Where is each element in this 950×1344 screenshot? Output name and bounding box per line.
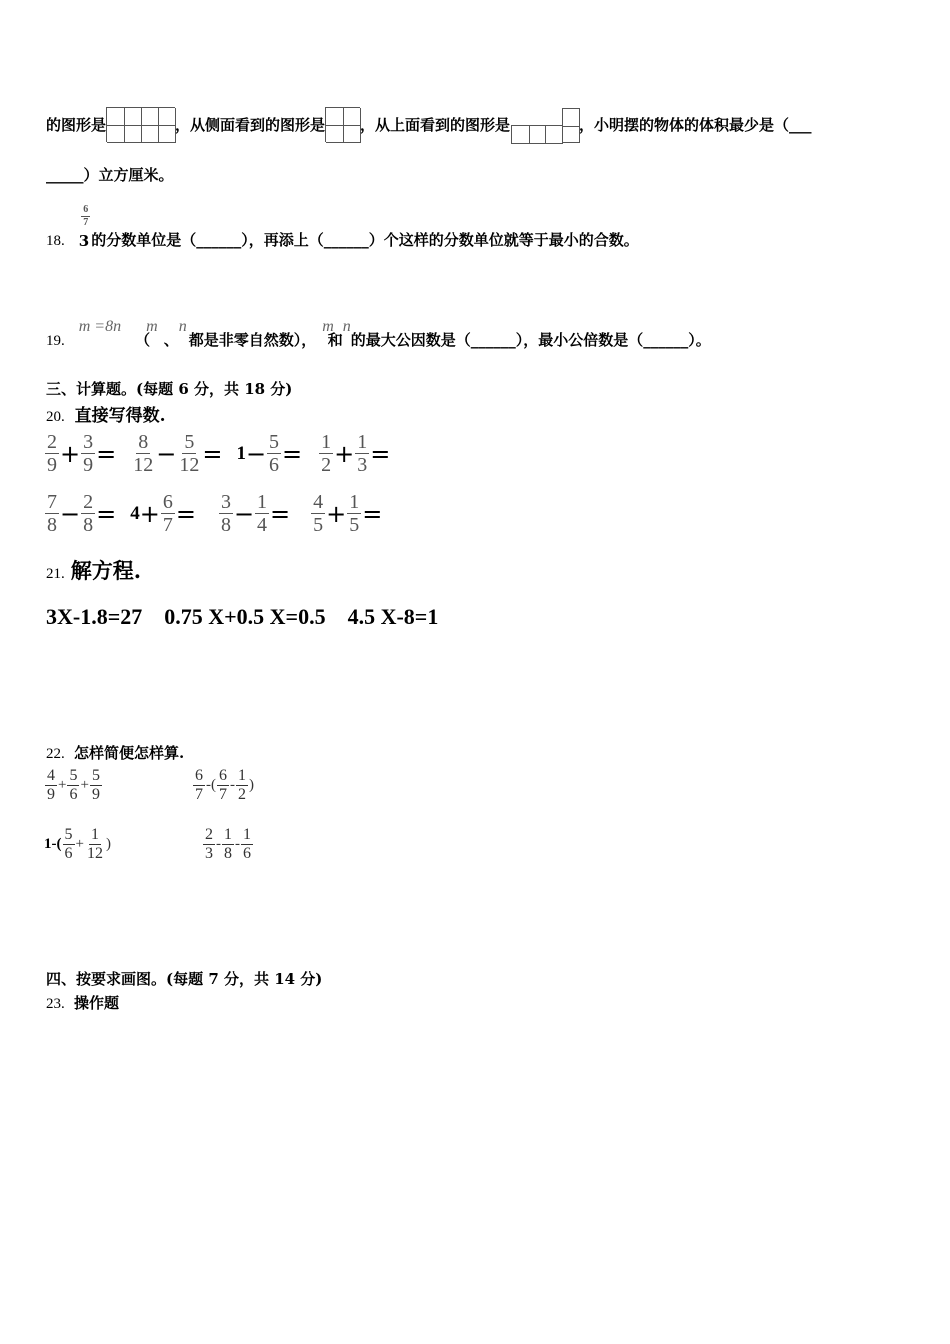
question-23: 23. 操作题 [46, 994, 119, 1012]
top-view-figure [510, 107, 579, 142]
question-20: 20. 直接写得数. [46, 406, 166, 426]
front-view-figure [106, 107, 175, 142]
q20-expr-2-1: $\frac{7}{8}$ − $\frac{2}{8}$ = [47, 491, 117, 536]
section-4-heading: 四、按要求画图。(每题 7 分，共 14 分) [46, 970, 323, 988]
q20-expr-1-3: 1 − $\frac{5}{6}$ = [236, 431, 303, 476]
q20-expr-1-1: $\frac{2}{9}$ + $\frac{3}{9}$ = [47, 431, 117, 476]
q21-equations: 3X-1.8=27 0.75 X+0.5 X=0.5 4.5 X-8=1 [46, 604, 439, 629]
q20-row-2 [44, 492, 382, 535]
question-19: 19. m =8n （ m 、 n 都是非零自然数）， m 和 n 的最大公因数是（______），最小公倍数是（______）。 [46, 318, 711, 349]
q17-line2: _____）立方厘米。 [46, 166, 174, 184]
q22-expr-3: 1-( $\frac{5}{6}$ + $\frac{1}{12}$ ) [44, 826, 111, 862]
q20-expr-1-2: $\frac{8}{12}$ − $\frac{5}{12}$ = [133, 431, 223, 476]
question-21: 21. 解方程. [46, 558, 142, 583]
q20-expr-1-4: $\frac{1}{2}$ + $\frac{1}{3}$ = [321, 431, 391, 476]
q22-expr-2: $\frac{6}{7}$ -( $\frac{6}{7}$ - $\frac{1}{2}$ ) [195, 767, 254, 803]
q22-expr-1: $\frac{4}{9}$ + $\frac{5}{6}$ + $\frac{5}{9}$ [47, 767, 100, 803]
q20-expr-2-3: $\frac{3}{8}$ − $\frac{1}{4}$ = [220, 491, 291, 536]
q20-row-1 [44, 432, 390, 475]
q20-expr-2-2: 4 + $\frac{6}{7}$ = [130, 491, 196, 536]
q22-expr-4: $\frac{2}{3}$ - $\frac{1}{8}$ - $\frac{1}{6}$ [205, 826, 251, 862]
question-18: 18. 3 $\frac{6}{7}$ 的分数单位是（______），再添上（______）个这样的分数单位就等于最小的合数。 [46, 204, 639, 250]
question-22: 22. 怎样简便怎样算. [46, 744, 185, 762]
q18-fraction: $\frac{6}{7}$ [83, 204, 89, 228]
q17-line1: 的图形是 ，从侧面看到的图形是 ，从上面看到的图形是 ，小明摆的物体的体积最少是（___ [46, 104, 812, 144]
q20-expr-2-4: $\frac{4}{5}$ + $\frac{1}{5}$ = [313, 491, 383, 536]
section-3-heading: 三、计算题。(每题 6 分，共 18 分) [46, 380, 293, 398]
side-view-figure [325, 107, 360, 142]
